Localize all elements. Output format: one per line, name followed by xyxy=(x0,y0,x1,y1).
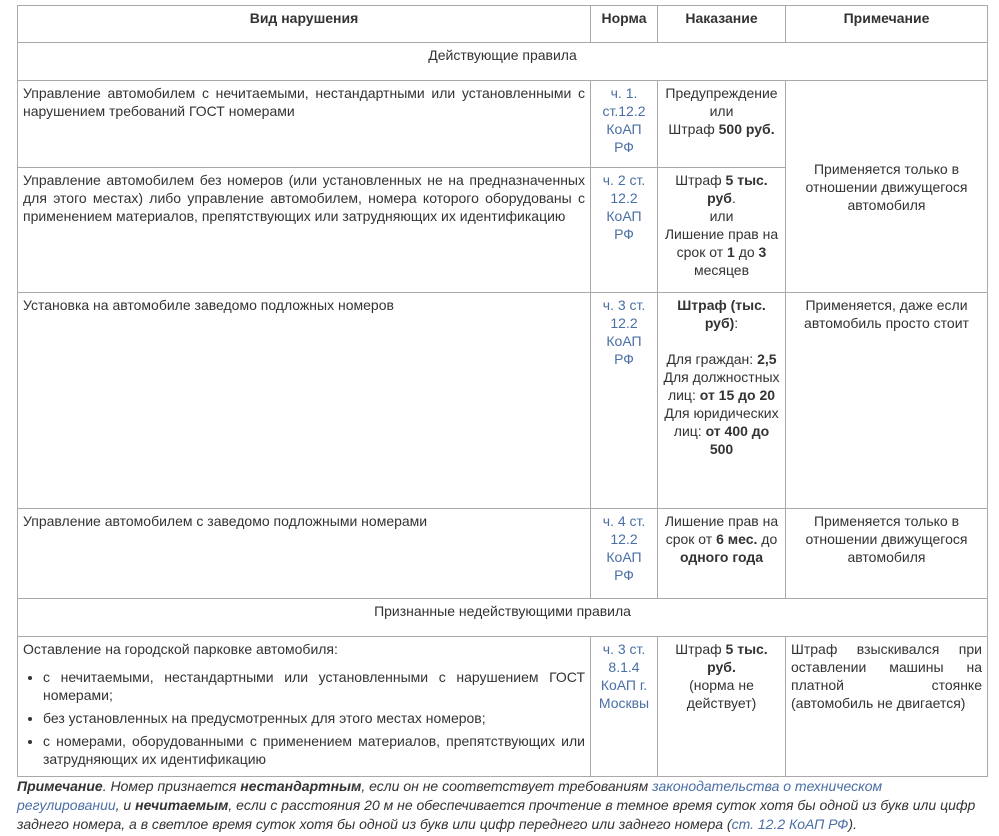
norm-link[interactable]: ч. 3 ст. 12.2 КоАП РФ xyxy=(591,293,658,509)
penalty-cell: Предупреждение или Штраф 500 руб. xyxy=(658,81,786,168)
penalty-cell: Штраф 5 тыс. руб. (норма не действует) xyxy=(658,637,786,777)
header-violation: Вид нарушения xyxy=(18,6,591,43)
norm-link[interactable]: ч. 1. ст.12.2 КоАП РФ xyxy=(591,81,658,168)
note-cell: Применяется, даже если автомобиль просто стоит xyxy=(786,293,988,509)
violation-cell: Управление автомобилем без номеров (или установленных не на предназначенных для этого местах) либо управление автомобилем, номера которого оборудованы с применением материалов, препятствующих или затрудняющих их идентификацию xyxy=(18,168,591,293)
norm-link[interactable]: ч. 3 ст. 8.1.4 КоАП г. Москвы xyxy=(591,637,658,777)
violation-cell: Установка на автомобиле заведомо подложных номеров xyxy=(18,293,591,509)
violation-cell: Управление автомобилем с заведомо подложными номерами xyxy=(18,509,591,599)
table-row xyxy=(18,637,988,777)
section-current-rules: Действующие правила xyxy=(18,43,988,81)
section-row-invalid xyxy=(18,599,988,637)
section-row-current xyxy=(18,43,988,81)
note-cell: Штраф взыскивался при оставлении машины на платной стоянке (автомобиль не двигается) xyxy=(786,637,988,777)
header-note: Примечание xyxy=(786,6,988,43)
note-cell: Применяется только в отношении движущегося автомобиля xyxy=(786,509,988,599)
violation-cell: Управление автомобилем с нечитаемыми, нестандартными или установленными с нарушением требований ГОСТ номерами xyxy=(18,81,591,168)
list-item: • с нечитаемыми, нестандартными или установленными с нарушением ГОСТ номерами; xyxy=(43,668,585,704)
table-header-row xyxy=(18,6,988,43)
violation-list xyxy=(23,668,585,768)
footnote: Примечание. Номер признается нестандартным, если он не соответствует требованиям законодательства о техническом регулировании, и нечитаемым, если с расстояния 20 м не обеспечивается прочтение в темное время суток хотя бы одной из букв или цифр заднего номера, а в светлое время суток хотя бы одной из букв или цифр переднего или заднего номера (ст. 12.2 КоАП РФ). xyxy=(17,778,976,832)
penalty-cell: Лишение прав на срок от 6 мес. до одного года xyxy=(658,509,786,599)
norm-link[interactable]: ч. 4 ст. 12.2 КоАП РФ xyxy=(591,509,658,599)
table-row xyxy=(18,81,988,168)
header-norm: Норма xyxy=(591,6,658,43)
header-penalty: Наказание xyxy=(658,6,786,43)
penalty-cell: Штраф 5 тыс. руб. или Лишение прав на срок от 1 до 3 месяцев xyxy=(658,168,786,293)
penalty-cell: Штраф (тыс. руб): Для граждан: 2,5 Для должностных лиц: от 15 до 20 Для юридических лиц: от 400 до 500 xyxy=(658,293,786,509)
list-item: • с номерами, оборудованными с применением материалов, препятствующих или затрудняющих их идентификацию xyxy=(43,732,585,768)
table-row xyxy=(18,293,988,509)
violations-table xyxy=(17,5,988,777)
section-invalid-rules: Признанные недействующими правила xyxy=(18,599,988,637)
koap-link[interactable]: ст. 12.2 КоАП РФ xyxy=(731,816,849,832)
note-cell-merged: Применяется только в отношении движущегося автомобиля xyxy=(786,81,988,293)
norm-link[interactable]: ч. 2 ст. 12.2 КоАП РФ xyxy=(591,168,658,293)
violation-cell: Оставление на городской парковке автомобиля: • с нечитаемыми, нестандартными или установленными с нарушением ГОСТ номерами; • без установленных на предусмотренных для этого местах номеров; • с номерами, оборудованными с применением материалов, препятствующих или затрудняющих их идентификацию xyxy=(18,637,591,777)
list-item: • без установленных на предусмотренных для этого местах номеров; xyxy=(43,709,585,727)
tech-regulation-link[interactable]: законодательства о техническом регулировании xyxy=(17,778,883,813)
table-row xyxy=(18,509,988,599)
